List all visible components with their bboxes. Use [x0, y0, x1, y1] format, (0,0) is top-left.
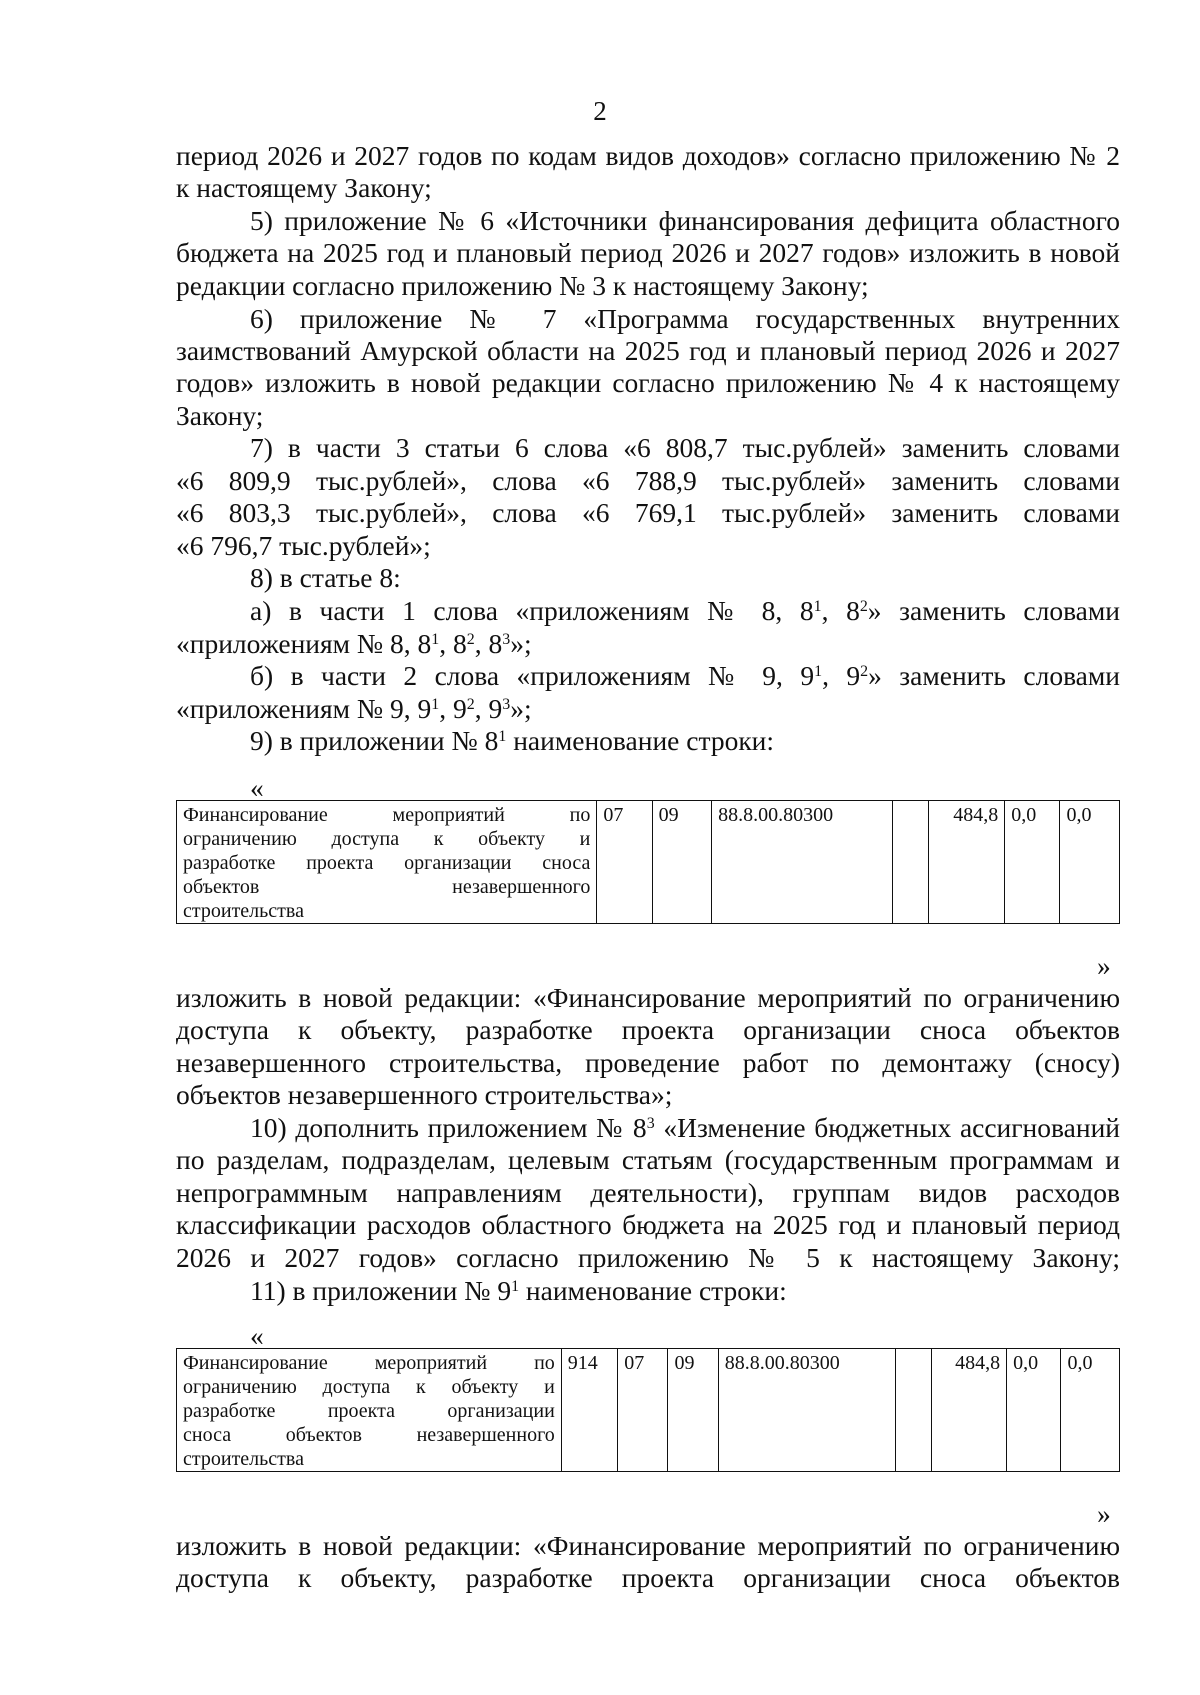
text-line-b: б) в части 2 слова «приложениям № 9, $9^1$, $9^2$» заменить словами — [250, 660, 1120, 691]
amount-2025-cell: 484,8 — [929, 801, 1005, 924]
text-line: объектов незавершенного строительства»; — [176, 1079, 673, 1110]
text-line: «6 803,3 тыс.рублей», слова «6 769,1 тыс.рублей» заменить словами — [176, 497, 1120, 528]
text-line: 5) приложение № 6 «Источники финансирования дефицита областного — [250, 205, 1120, 236]
text-line: непрограммным направлениям деятельности), группам видов расходов — [176, 1177, 1120, 1208]
expense-type-cell — [892, 801, 929, 924]
close-quote: » — [1097, 950, 1111, 981]
page-number: 2 — [593, 96, 607, 126]
text-line: изложить в новой редакции: «Финансирование мероприятий по ограничению — [176, 1530, 1120, 1561]
table-row — [177, 801, 1120, 924]
amount-2025-cell: 484,8 — [932, 1349, 1007, 1472]
amount-2027-cell: 0,0 — [1060, 801, 1120, 924]
text-line: редакции согласно приложению № 3 к настоящему Закону; — [176, 270, 869, 301]
section-code-cell: 07 — [597, 801, 652, 924]
table-row — [177, 1349, 1120, 1472]
text-line: годов» изложить в новой редакции согласно приложению № 4 к настоящему — [176, 367, 1120, 398]
close-quote: » — [1097, 1498, 1111, 1529]
text-line: Закону; — [176, 400, 264, 431]
subsection-code-cell: 09 — [652, 801, 711, 924]
text-line: по разделам, подразделам, целевым статьям (государственным программам и — [176, 1144, 1120, 1175]
row-name-cell: Финансирование мероприятий по ограничению доступа к объекту и разработке проекта организации сноса объектов незавершенного строительства — [177, 801, 597, 924]
amendment-table-1 — [176, 800, 1120, 924]
amount-2026-cell: 0,0 — [1005, 801, 1060, 924]
text-line: бюджета на 2025 год и плановый период 2026 и 2027 годов» изложить в новой — [176, 237, 1120, 268]
row-name-cell: Финансирование мероприятий по ограничению доступа к объекту и разработке проекта организации сноса объектов незавершенного строительства — [177, 1349, 562, 1472]
open-quote: « — [250, 1320, 264, 1351]
text-line: доступа к объекту, разработке проекта организации сноса объектов — [176, 1014, 1120, 1045]
target-article-cell: 88.8.00.80300 — [712, 801, 892, 924]
amount-2026-cell: 0,0 — [1007, 1349, 1061, 1472]
text-line: заимствований Амурской области на 2025 год и плановый период 2026 и 2027 — [176, 335, 1120, 366]
text-line: незавершенного строительства, проведение работ по демонтажу (сносу) — [176, 1047, 1120, 1078]
text-line: «6 796,7 тыс.рублей»; — [176, 530, 431, 561]
text-line-11: 11) в приложении № $9^1$ наименование строки: — [250, 1275, 787, 1306]
text-line: 2026 и 2027 годов» согласно приложению № 5 к настоящему Закону; — [176, 1242, 1120, 1273]
text-line: 8) в статье 8: — [250, 562, 401, 593]
text-line-b2: «приложениям № 9, $9^1$, $9^2$, $9^3$»; — [176, 693, 532, 724]
open-quote: « — [250, 772, 264, 803]
text-line-a2: «приложениям № 8, $8^1$, $8^2$, $8^3$»; — [176, 628, 532, 659]
amount-2027-cell: 0,0 — [1061, 1349, 1120, 1472]
text-line-9: 9) в приложении № $8^1$ наименование строки: — [250, 725, 775, 756]
section-code-cell: 07 — [618, 1349, 668, 1472]
text-line: изложить в новой редакции: «Финансирование мероприятий по ограничению — [176, 982, 1120, 1013]
text-line: период 2026 и 2027 годов по кодам видов доходов» согласно приложению № 2 — [176, 140, 1120, 171]
text-line-a: а) в части 1 слова «приложениям № 8, $8^1$, $8^2$» заменить словами — [250, 595, 1120, 626]
text-line: к настоящему Закону; — [176, 172, 432, 203]
amendment-table-2 — [176, 1348, 1120, 1472]
expense-type-cell — [896, 1349, 932, 1472]
text-line: классификации расходов областного бюджета на 2025 год и плановый период — [176, 1209, 1120, 1240]
text-line-10: 10) дополнить приложением № $8^3$ «Изменение бюджетных ассигнований — [250, 1112, 1120, 1143]
text-line: 7) в части 3 статьи 6 слова «6 808,7 тыс.рублей» заменить словами — [250, 432, 1120, 463]
text-line: доступа к объекту, разработке проекта организации сноса объектов — [176, 1562, 1120, 1593]
target-article-cell: 88.8.00.80300 — [718, 1349, 896, 1472]
text-line: «6 809,9 тыс.рублей», слова «6 788,9 тыс.рублей» заменить словами — [176, 465, 1120, 496]
ministry-code-cell: 914 — [561, 1349, 617, 1472]
text-line: 6) приложение № 7 «Программа государственных внутренних — [250, 303, 1120, 334]
subsection-code-cell: 09 — [668, 1349, 718, 1472]
